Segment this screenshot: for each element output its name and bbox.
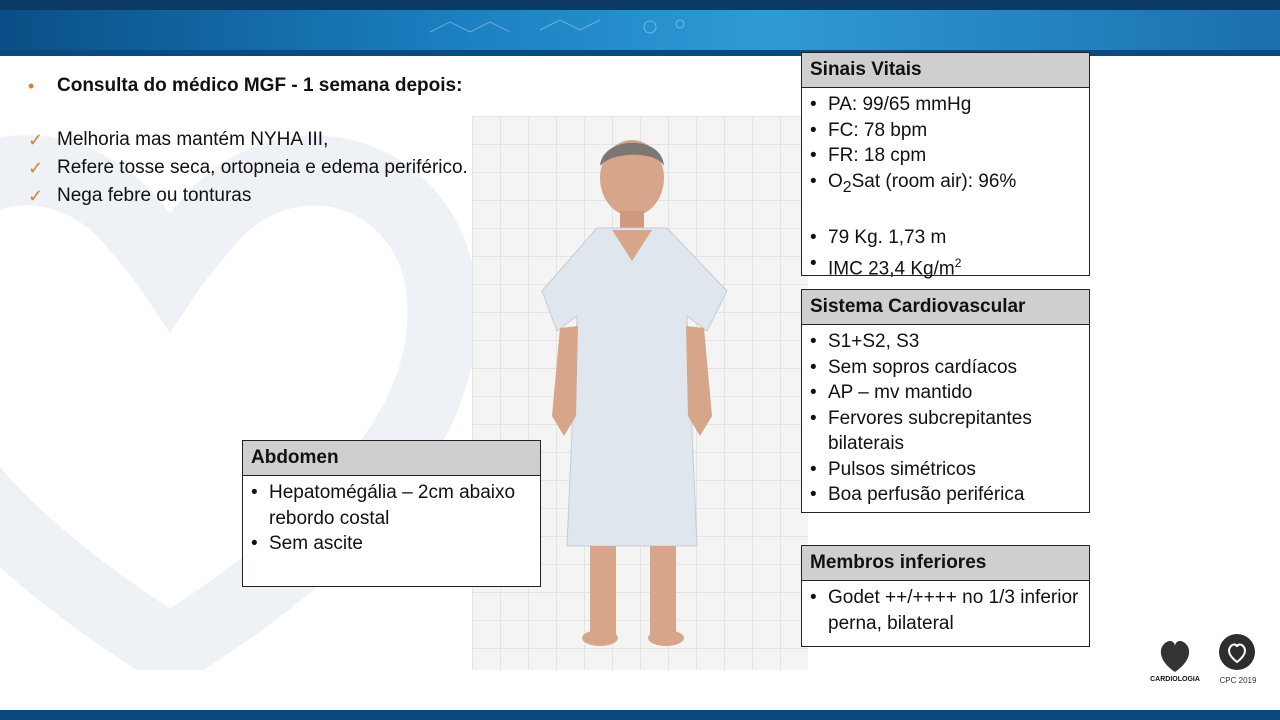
imc-superscript: 2 — [954, 255, 962, 270]
banner-strip — [0, 0, 1280, 10]
cardiovascular-panel — [801, 289, 1090, 513]
o2-rest: Sat (room air): 96% — [851, 170, 1017, 192]
membros-title: Membros inferiores — [802, 546, 1089, 581]
imc-main: IMC 23,4 Kg/m — [828, 258, 955, 280]
finding-item — [28, 154, 490, 182]
spc-logo-icon — [1150, 632, 1270, 682]
peso-item: • 79 Kg. 1,73 m — [810, 225, 1081, 251]
molecule-decoration — [420, 12, 720, 42]
abdomen-title: Abdomen — [243, 441, 540, 476]
pa-item: • PA: 99/65 mmHg — [810, 92, 1081, 118]
imc-item — [810, 251, 1081, 282]
membros-list — [802, 581, 1089, 640]
o2-subscript: 2 — [842, 178, 852, 196]
check-icon: ✓ — [28, 186, 44, 206]
finding-item — [28, 182, 490, 210]
title-bullet — [28, 72, 490, 100]
finding-text: Nega febre ou tonturas — [57, 185, 252, 206]
logos-area — [1150, 632, 1270, 698]
fr-item: • FR: 18 cpm — [810, 143, 1081, 169]
abdomen-item: • Sem ascite — [251, 531, 532, 557]
sinais-vitais-panel — [801, 52, 1090, 280]
bottom-bar — [0, 710, 1280, 720]
consultation-bullets — [28, 72, 490, 210]
spc-label: CARDIOLOGIA — [1150, 676, 1200, 683]
cardiovascular-list — [802, 325, 1089, 512]
abdomen-panel — [242, 440, 541, 587]
consultation-title: Consulta do médico MGF - 1 semana depois: — [57, 75, 463, 96]
o2sat-item — [810, 169, 1081, 200]
fc-item: • FC: 78 bpm — [810, 118, 1081, 144]
cardio-item: • Fervores subcrepitantes bilaterais — [810, 406, 1081, 457]
cardio-item: • S1+S2, S3 — [810, 329, 1081, 355]
bullet-icon: • — [28, 76, 35, 96]
cardio-item: • Boa perfusão periférica — [810, 482, 1081, 508]
finding-text: Melhoria mas mantém NYHA III, — [57, 129, 329, 150]
cardio-item: • Sem sopros cardíacos — [810, 355, 1081, 381]
finding-item — [28, 126, 490, 154]
o2-prefix: O — [828, 170, 843, 192]
finding-text: Refere tosse seca, ortopneia e edema periférico. — [57, 157, 468, 178]
top-banner — [0, 0, 1280, 56]
cardio-item: • AP – mv mantido — [810, 380, 1081, 406]
abdomen-item: • Hepatomégália – 2cm abaixo rebordo costal — [251, 480, 532, 531]
membros-panel — [801, 545, 1090, 647]
sinais-vitais-list — [802, 88, 1089, 286]
cardio-item: • Pulsos simétricos — [810, 457, 1081, 483]
check-icon: ✓ — [28, 158, 44, 178]
check-icon: ✓ — [28, 130, 44, 150]
membros-item: • Godet ++/++++ no 1/3 inferior perna, bilateral — [810, 585, 1081, 636]
sinais-vitais-title: Sinais Vitais — [802, 53, 1089, 88]
abdomen-list — [243, 476, 540, 561]
cpc-label: CPC 2019 — [1219, 676, 1257, 685]
cardiovascular-title: Sistema Cardiovascular — [802, 290, 1089, 325]
spacer — [28, 100, 490, 126]
